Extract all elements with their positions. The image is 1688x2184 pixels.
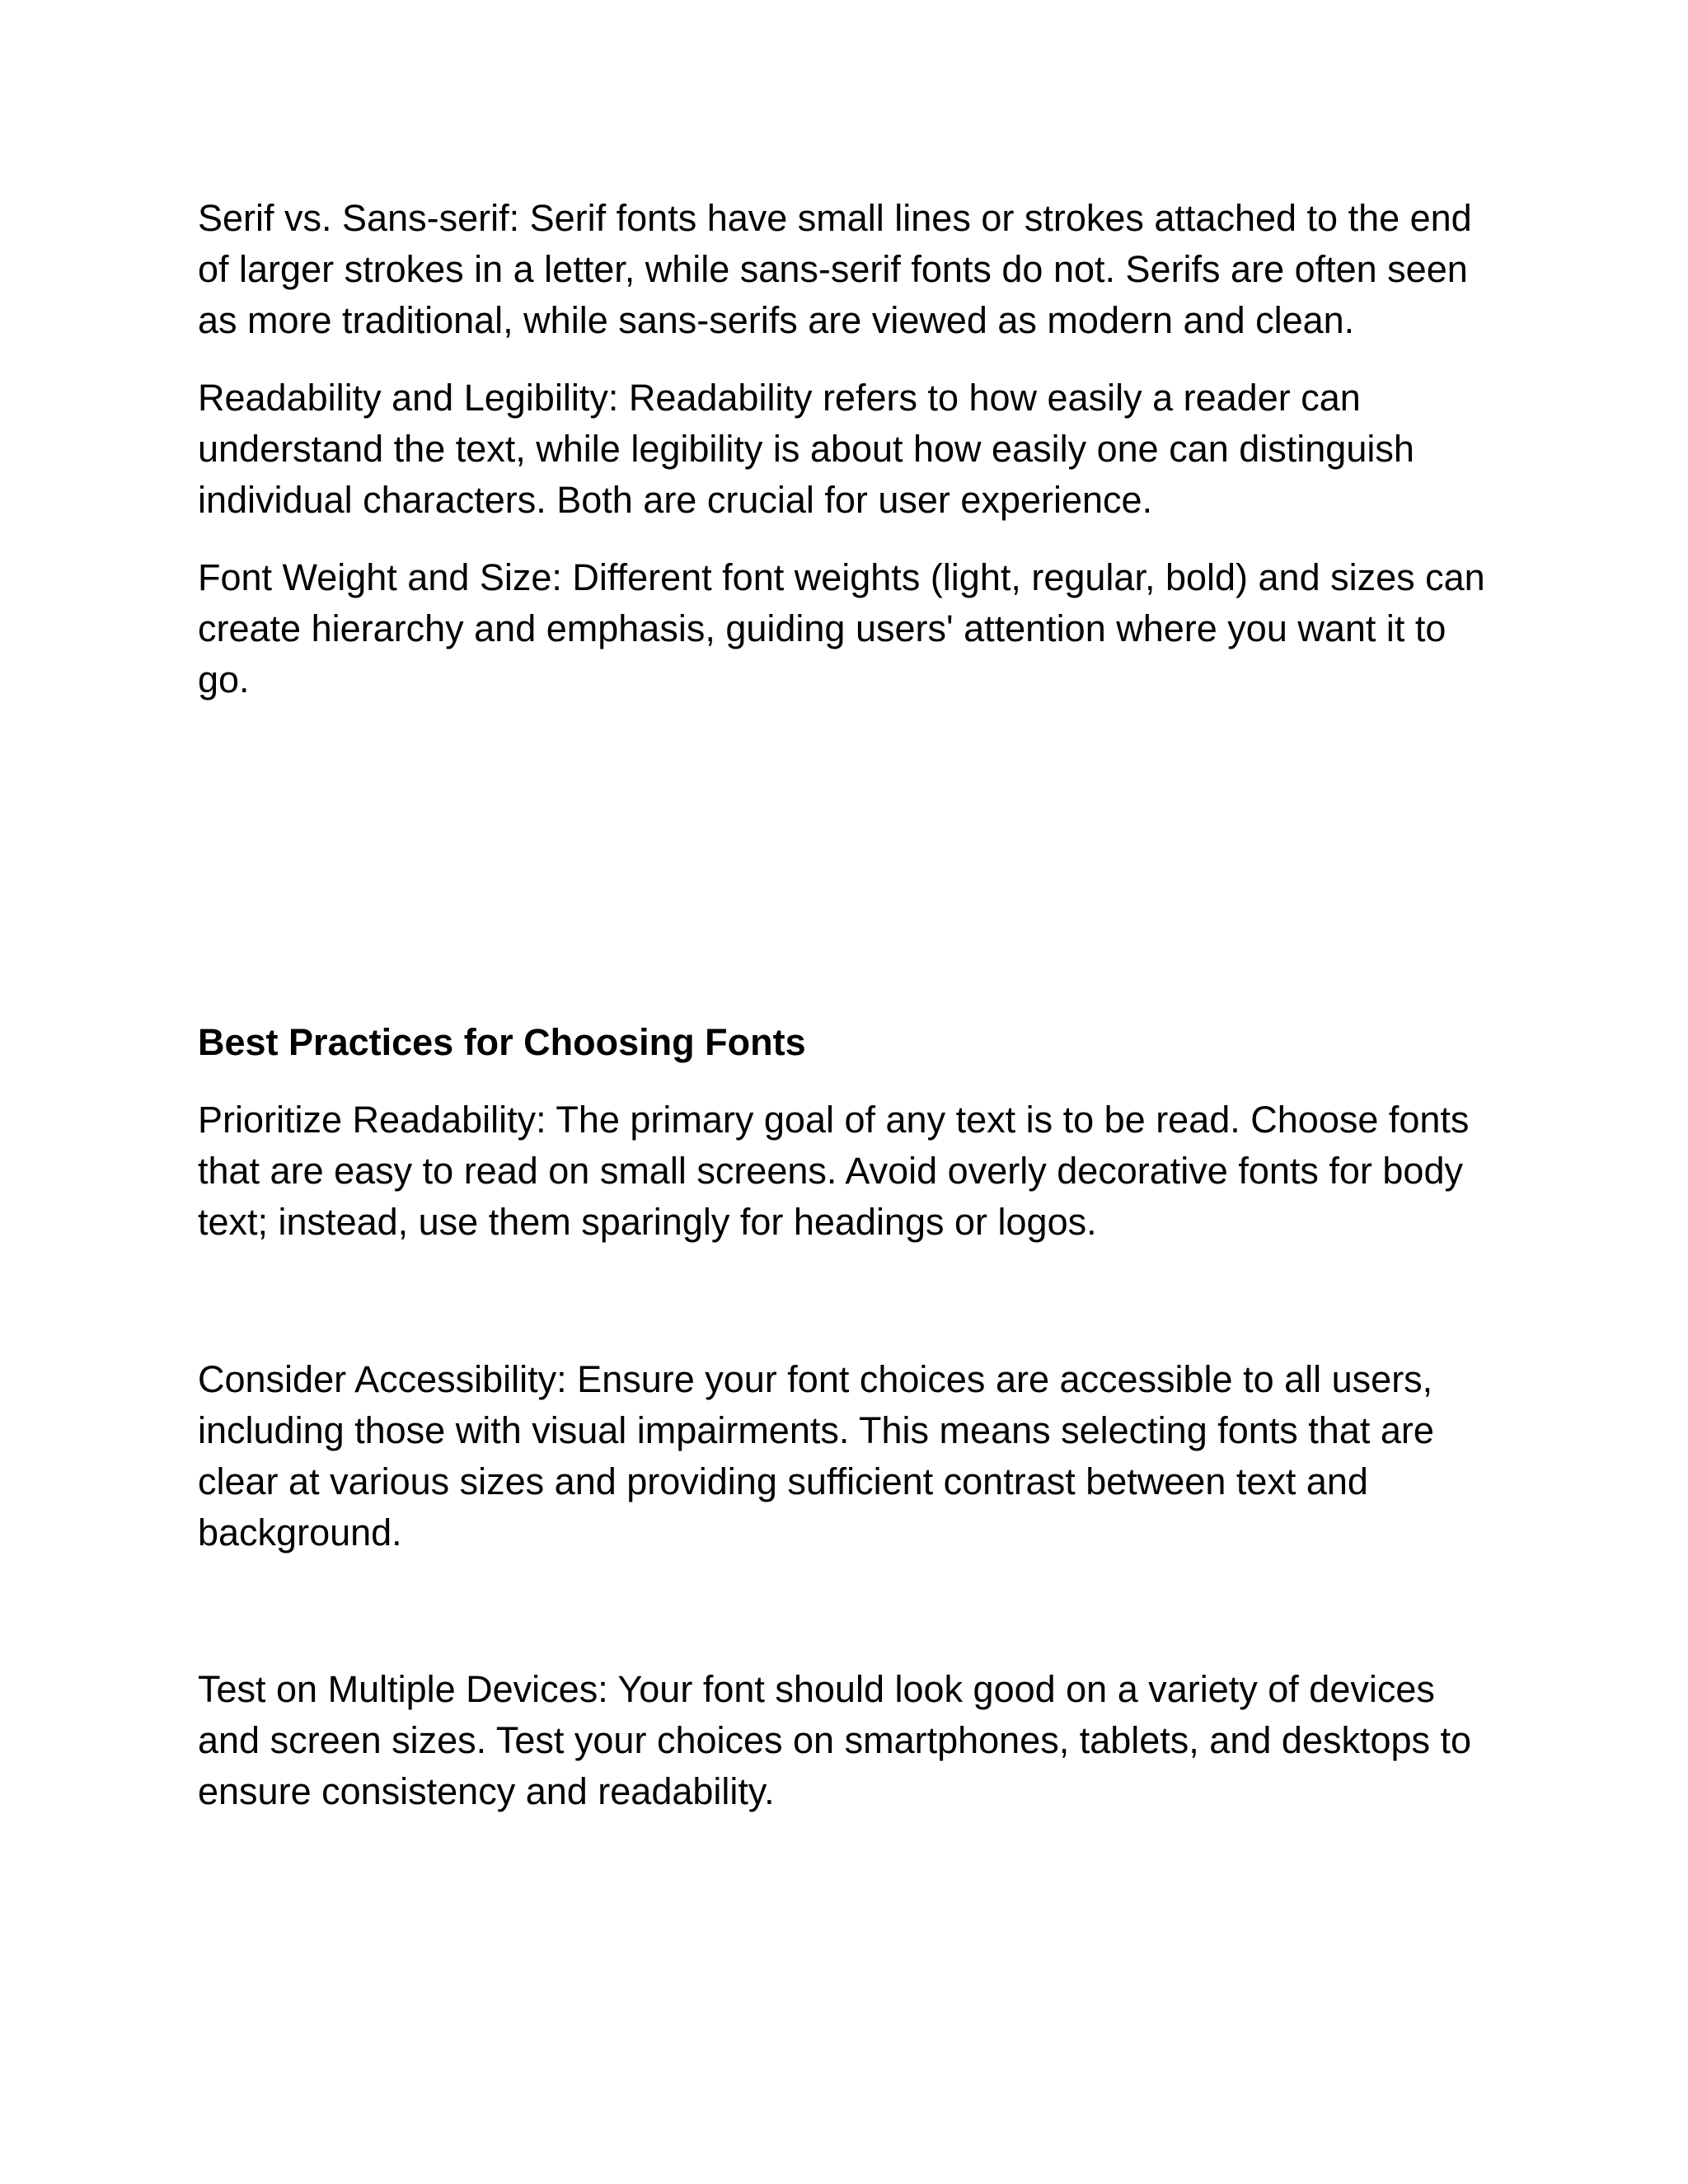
paragraph-serif-vs-sans-serif: Serif vs. Sans-serif: Serif fonts have small lines or strokes attached to the end of larger strokes in a letter, while sans-serif fonts do not. Serifs are often seen as more traditional, while sans-serifs are viewed as modern and clean. (198, 197, 1472, 341)
paragraph-test-multiple-devices: Test on Multiple Devices: Your font should look good on a variety of devices and screen sizes. Test your choices on smartphones, tablets, and desktops to ensure consistency and readability. (198, 1668, 1472, 1812)
section-heading: Best Practices for Choosing Fonts (198, 1021, 806, 1063)
best-practice-prioritize-readability (198, 1094, 1500, 1248)
best-practice-test-multiple-devices (198, 1664, 1500, 1817)
paragraph-consider-accessibility: Consider Accessibility: Ensure your font choices are accessible to all users, including those with visual impairments. This means selecting fonts that are clear at various sizes and providing sufficient contrast between text and background. (198, 1358, 1434, 1554)
paragraph-font-weight-and-size: Font Weight and Size: Different font weights (light, regular, bold) and sizes can create hierarchy and emphasis, guiding users' attention where you want it to go. (198, 556, 1485, 701)
paragraph-prioritize-readability: Prioritize Readability: The primary goal of any text is to be read. Choose fonts that are easy to read on small screens. Avoid overly decorative fonts for body text; instead, use them sparingly for headings or logos. (198, 1099, 1470, 1243)
intro-section (198, 193, 1500, 705)
paragraph-readability-and-legibility: Readability and Legibility: Readability refers to how easily a reader can understand the text, while legibility is about how easily one can distinguish individual characters. Both are crucial for user experience. (198, 377, 1414, 521)
best-practice-consider-accessibility (198, 1354, 1500, 1558)
best-practices-heading-block (198, 1017, 1500, 1068)
